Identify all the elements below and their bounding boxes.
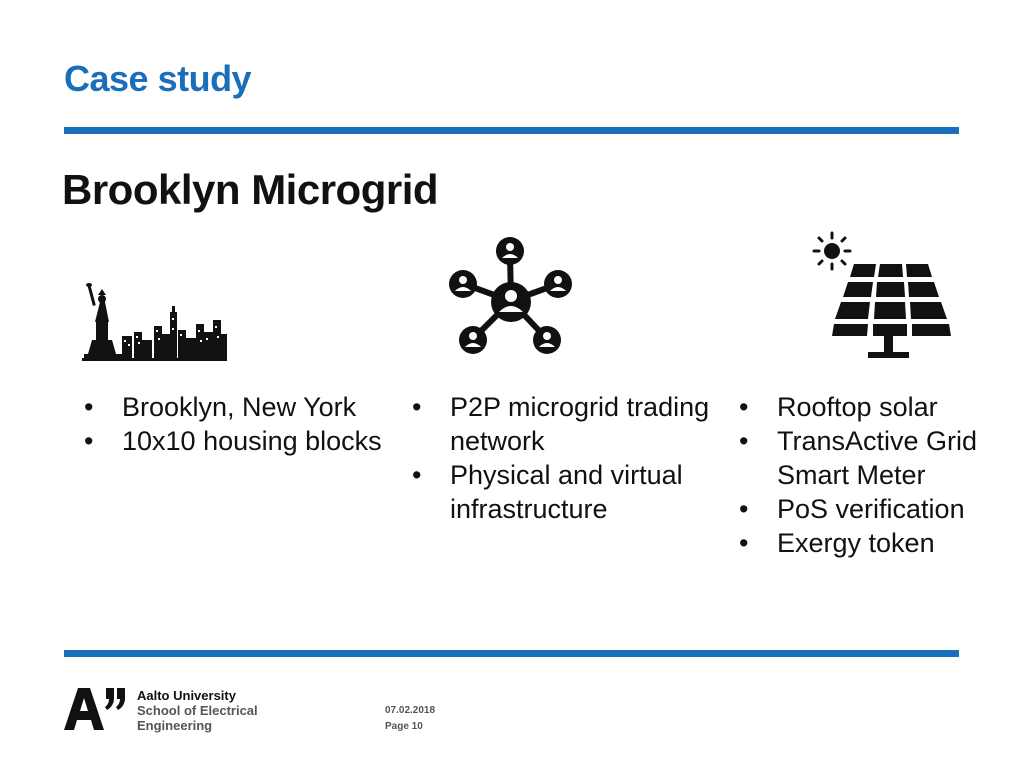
school-name-line1: School of Electrical (137, 703, 258, 718)
list-item: • Physical and virtual infrastructure (412, 460, 683, 524)
top-divider (64, 127, 959, 134)
list-item: • Rooftop solar (739, 392, 938, 422)
list-item: • P2P microgrid trading network (412, 392, 710, 456)
column-technology (737, 390, 1017, 560)
school-name-line2: Engineering (137, 718, 213, 733)
page-title: Brooklyn Microgrid (62, 166, 439, 213)
list-item: • 10x10 housing blocks (84, 426, 382, 456)
slide-date: 07.02.2018 (385, 705, 436, 716)
column-network (410, 390, 710, 526)
list-item: • Exergy token (739, 528, 935, 558)
aalto-logo (64, 688, 128, 737)
slide-meta (385, 703, 435, 735)
list-item: • PoS verification (739, 494, 965, 524)
list-item: • TransActive Grid Smart Meter (739, 426, 978, 490)
network-icon (446, 236, 576, 358)
city-skyline-icon (82, 282, 227, 362)
page-number: Page 10 (385, 721, 423, 732)
institution-name (137, 688, 258, 733)
header-title: Case study (64, 58, 252, 99)
list-item: • Brooklyn, New York (84, 392, 357, 422)
university-name: Aalto University (137, 688, 236, 703)
sun-icon (814, 233, 850, 269)
bottom-divider (64, 650, 959, 657)
column-location (82, 390, 402, 458)
solar-panel-icon (812, 230, 957, 365)
